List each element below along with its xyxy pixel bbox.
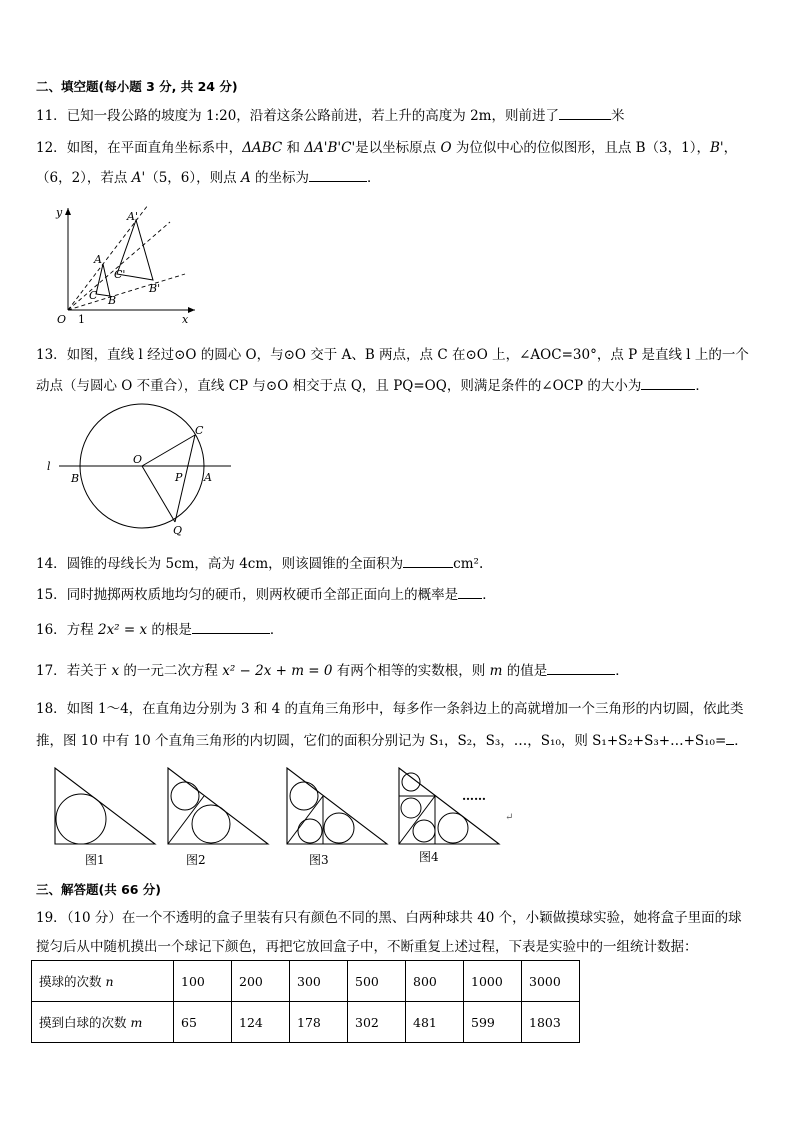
- q12-end: ．: [366, 170, 381, 186]
- q12-triangle-apbpcp: ΔA'B'C': [304, 140, 356, 156]
- q12-text-2a: （6，2），若点: [36, 170, 132, 186]
- q14-number: 14．: [36, 556, 67, 572]
- q11-answer-blank: [559, 119, 611, 120]
- q16-end: ．: [269, 622, 284, 638]
- q18-figure-1-label: 图1: [85, 853, 105, 867]
- q19-text-2: 搅匀后从中随机摸出一个球记下颜色，再把它放回盒子中，不断重复上述过程，下表是实验中的一组统计数据：: [36, 939, 698, 955]
- q12-and: 和: [282, 140, 305, 156]
- q15-answer-blank: [458, 598, 482, 599]
- q18-figure-4: [399, 768, 529, 868]
- table-cell: 3000: [522, 961, 580, 1002]
- q12-axis-y-label: y: [56, 206, 63, 219]
- q18-figure-3-label: 图3: [309, 853, 329, 867]
- q18-figure-3: [287, 768, 397, 868]
- q12-label-c-prime: C': [114, 268, 126, 281]
- q13-label-a: A: [204, 471, 212, 484]
- q12-number: 12．: [36, 140, 67, 156]
- q19-text-1: （10 分）在一个不透明的盒子里装有只有颜色不同的黑、白两种球共 40 个，小颖做摸球实验，她将盒子里面的球: [66, 910, 742, 926]
- q12-origin-o: O: [440, 140, 452, 156]
- q18-return-mark: ↵: [505, 812, 514, 823]
- q18-end: ．: [734, 733, 748, 749]
- q14-answer-blank: [403, 567, 453, 568]
- q12-text-1c: 为位似中心的位似图形，且点 B（3，1），: [451, 140, 710, 156]
- q12-text-1a: 如图，在平面直角坐标系中，: [66, 140, 243, 156]
- q16-text-1: 方程: [66, 622, 98, 638]
- table-row-header: [32, 961, 174, 1002]
- table-cell: 1000: [464, 961, 522, 1002]
- q12-label-a: A: [94, 253, 102, 266]
- q12-a-prime: A': [131, 170, 146, 186]
- q17-end: ．: [615, 663, 629, 679]
- q17-number: 17．: [36, 663, 67, 679]
- question-12-line-1: [36, 136, 737, 156]
- q12-answer-blank: [309, 181, 367, 182]
- q14-unit: cm²: [453, 556, 479, 572]
- question-13-line-1: [36, 343, 749, 363]
- q13-text-2: 动点（与圆心 O 不重合），直线 CP 与⊙O 相交于点 Q，且 PQ=OQ，则满足条件的∠OCP 的大小为: [36, 378, 642, 394]
- q17-var-x: x: [111, 663, 120, 679]
- q19-number: 19．: [36, 910, 67, 926]
- q16-equation: 2x² = x: [97, 622, 148, 638]
- q11-number: 11．: [36, 108, 67, 124]
- table-cell: 800: [406, 961, 464, 1002]
- table-cell: 599: [464, 1002, 522, 1043]
- q18-ellipsis: ……: [462, 789, 486, 803]
- q18-figure-1: [55, 768, 165, 868]
- q17-text-4: 的值是: [502, 663, 548, 679]
- row-2-label: 摸到白球的次数: [39, 1015, 131, 1030]
- q17-answer-blank: [547, 674, 615, 675]
- q15-text: 同时抛掷两枚质地均匀的硬币，则两枚硬币全部正面向上的概率是: [66, 587, 459, 603]
- q13-label-p: P: [175, 471, 183, 484]
- q12-label-a-prime: A': [127, 210, 138, 223]
- row-2-var: m: [130, 1015, 143, 1030]
- section-3-title-text: 三、解答题(共 66 分): [36, 882, 162, 897]
- q12-b-prime: B': [709, 140, 724, 156]
- table-cell: 500: [348, 961, 406, 1002]
- table-cell: 200: [232, 961, 290, 1002]
- section-3-title: [36, 880, 161, 898]
- question-17: [36, 659, 629, 679]
- question-13-line-2: [36, 374, 709, 394]
- q14-text: 圆锥的母线长为 5cm，高为 4cm，则该圆锥的全面积为: [66, 556, 404, 572]
- q18-text-1: 如图 1～4，在直角边分别为 3 和 4 的直角三角形中，每多作一条斜边上的高就增加一个三角形的内切圆，依此类: [66, 701, 744, 717]
- q16-text-2: 的根是: [147, 622, 192, 638]
- question-19-line-1: [36, 906, 742, 926]
- q12-point-a: A: [240, 170, 251, 186]
- q13-label-l: l: [47, 460, 51, 473]
- q12-comma: ，: [723, 140, 738, 156]
- question-15: [36, 583, 496, 603]
- q18-figure-2-label: 图2: [186, 853, 206, 867]
- q12-origin-label: O: [57, 313, 67, 326]
- q13-text-1: 如图，直线 l 经过⊙O 的圆心 O，与⊙O 交于 A、B 两点，点 C 在⊙O 上，∠AOC=30°，点 P 是直线 l 上的一个: [66, 347, 749, 363]
- q18-number: 18．: [36, 701, 67, 717]
- q12-label-b-prime: B': [149, 282, 161, 295]
- q15-end: ．: [482, 587, 496, 603]
- table-cell: 302: [348, 1002, 406, 1043]
- q12-axis-x-label: x: [182, 313, 189, 326]
- question-14: [36, 552, 483, 572]
- question-18-line-2: [36, 729, 748, 749]
- q12-label-b: B: [108, 294, 117, 307]
- q11-text: 已知一段公路的坡度为 1:20，沿着这条公路前进，若上升的高度为 2m，则前进了: [66, 108, 559, 124]
- q12-text-2b: （5，6），则点: [145, 170, 241, 186]
- q17-text-3: 有两个相等的实数根，则: [332, 663, 490, 679]
- q17-var-m: m: [489, 663, 503, 679]
- q13-answer-blank: [641, 389, 695, 390]
- q12-text-1b: 是以坐标原点: [355, 140, 441, 156]
- q12-label-c: C: [89, 289, 98, 302]
- q16-number: 16．: [36, 622, 67, 638]
- q11-unit: 米: [610, 108, 625, 124]
- table-cell: 124: [232, 1002, 290, 1043]
- q17-text-1: 若关于: [66, 663, 112, 679]
- table-cell: 300: [290, 961, 348, 1002]
- q12-tick-1-label: 1: [78, 313, 85, 326]
- row-1-var: n: [105, 974, 114, 989]
- q15-number: 15．: [36, 587, 67, 603]
- q13-end: ．: [695, 378, 709, 394]
- q14-end: .: [478, 556, 484, 572]
- q13-label-b: B: [71, 472, 80, 485]
- table-row: [32, 1002, 580, 1043]
- section-2-title: [36, 77, 238, 95]
- table-cell: 1803: [522, 1002, 580, 1043]
- question-12-line-2: [36, 166, 380, 186]
- q18-text-2: 推，图 10 中有 10 个直角三角形的内切圆，它们的面积分别记为 S₁，S₂，S₃，…，S₁₀，则 S₁+S₂+S₃+…+S₁₀=: [36, 733, 727, 749]
- table-row: [32, 961, 580, 1002]
- table-cell: 65: [174, 1002, 232, 1043]
- q17-equation: x² − 2x + m = 0: [222, 663, 333, 679]
- question-16: [36, 618, 283, 638]
- q18-figure-2: [168, 768, 278, 868]
- question-18-line-1: [36, 697, 744, 717]
- q12-triangle-abc: ΔABC: [242, 140, 283, 156]
- table-cell: 481: [406, 1002, 464, 1043]
- section-2-title-text: 二、填空题(每小题 3 分, 共 24 分): [36, 79, 238, 94]
- question-19-line-2: [36, 935, 698, 955]
- q19-statistics-table: [31, 960, 580, 1043]
- q13-label-c: C: [195, 424, 204, 437]
- q13-label-o: O: [133, 453, 143, 466]
- table-cell: 178: [290, 1002, 348, 1043]
- q17-text-2: 的一元二次方程: [119, 663, 223, 679]
- q13-circle-figure: [45, 402, 245, 542]
- question-11: [36, 104, 624, 124]
- q16-answer-blank: [192, 633, 270, 634]
- q12-text-2c: 的坐标为: [250, 170, 309, 186]
- table-cell: 100: [174, 961, 232, 1002]
- q18-figure-4-label: 图4: [419, 850, 439, 864]
- q13-number: 13．: [36, 347, 67, 363]
- row-1-label: 摸球的次数: [39, 974, 106, 989]
- q12-coordinate-figure: [45, 200, 215, 325]
- table-row-header: [32, 1002, 174, 1043]
- q13-label-q: Q: [173, 524, 183, 537]
